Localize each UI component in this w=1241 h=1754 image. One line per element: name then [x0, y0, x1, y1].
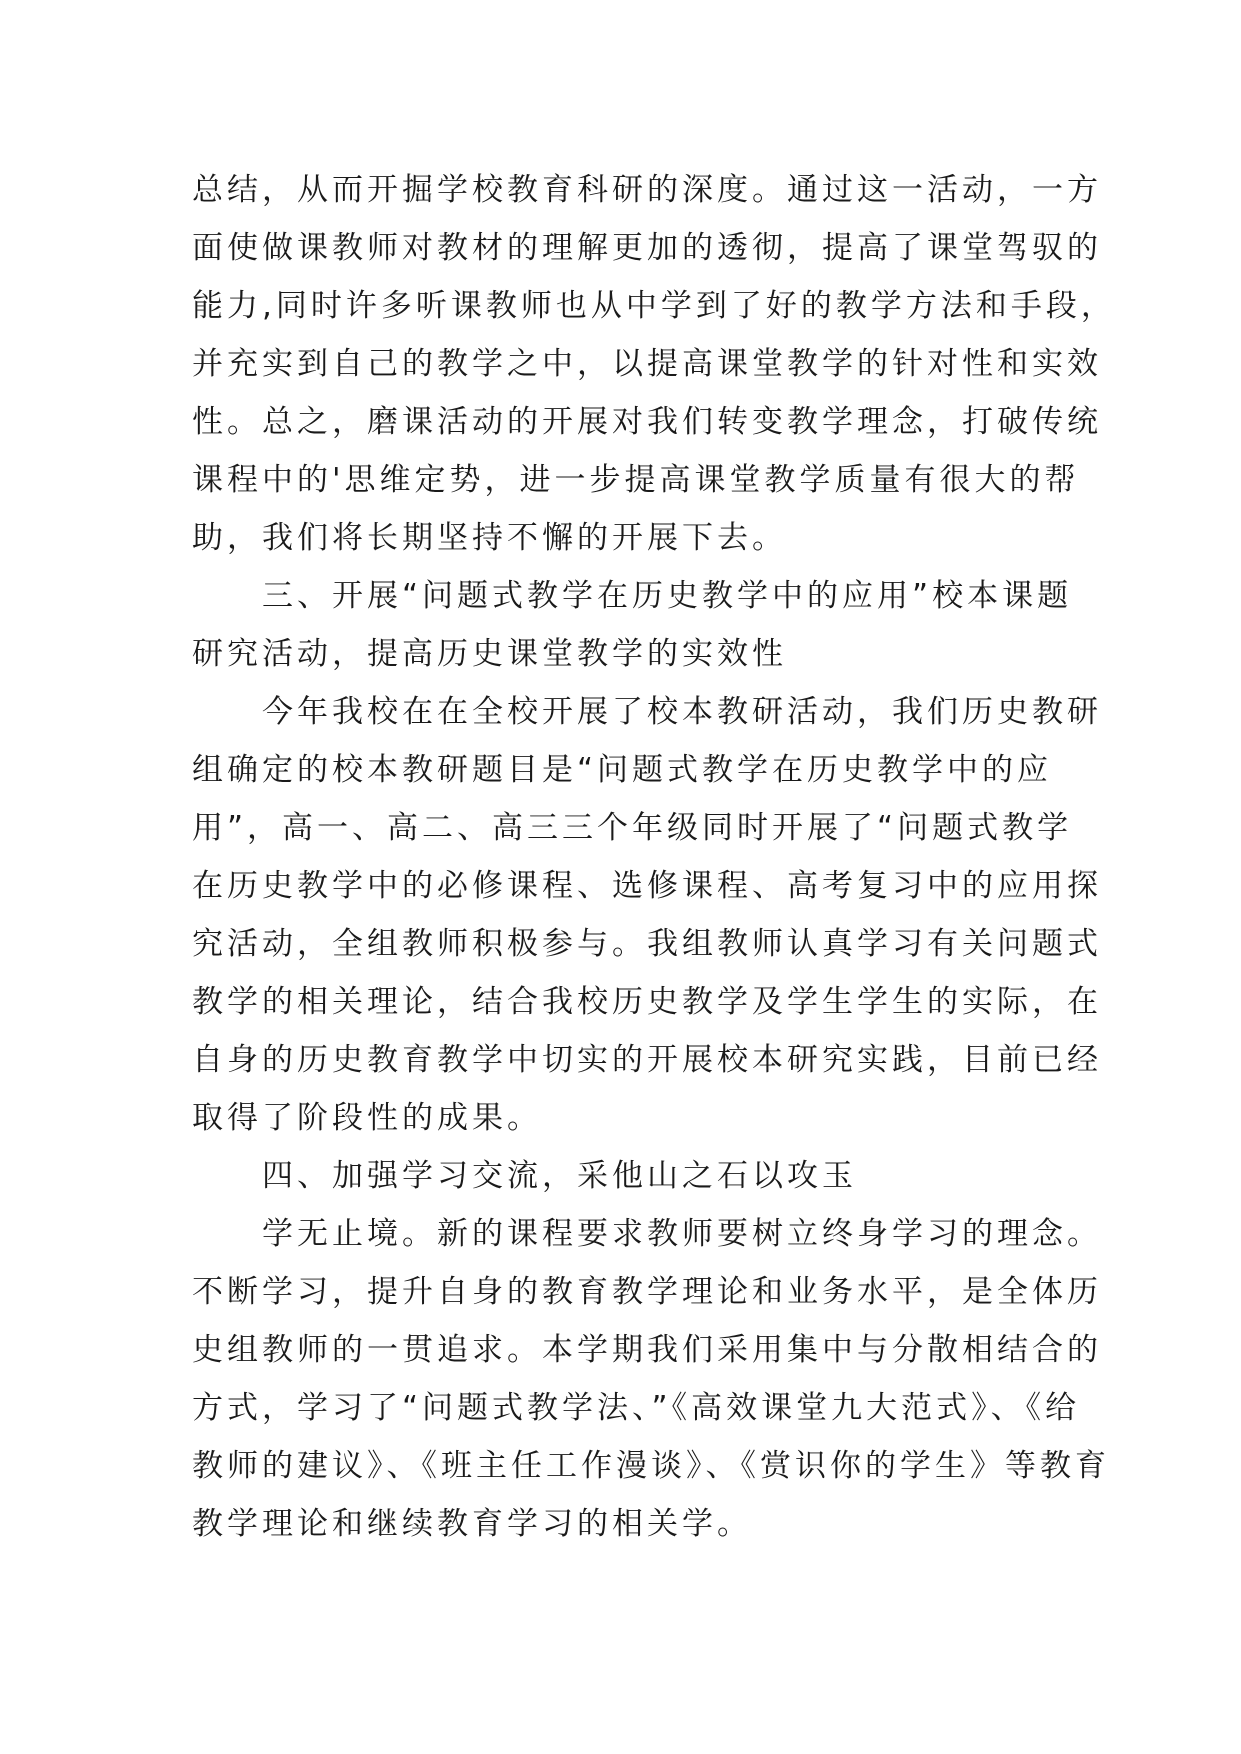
text-line: 究活动，全组教师积极参与。我组教师认真学习有关问题式	[192, 926, 1102, 962]
text-line: 方式，学习了“问题式教学法、”《高效课堂九大范式》、《给	[192, 1390, 1081, 1426]
text-line: 助，我们将长期坚持不懈的开展下去。	[192, 520, 787, 556]
text-line: 教学理论和继续教育学习的相关学。	[192, 1506, 752, 1542]
section-heading-4: 四、加强学习交流，采他山之石以攻玉	[192, 1158, 857, 1194]
text-line: 自身的历史教育教学中切实的开展校本研究实践，目前已经	[192, 1042, 1102, 1078]
text-line: 在历史教学中的必修课程、选修课程、高考复习中的应用探	[192, 868, 1102, 904]
text-line: 学无止境。新的课程要求教师要树立终身学习的理念。	[192, 1216, 1102, 1252]
section-heading-3: 三、开展“问题式教学在历史教学中的应用”校本课题	[192, 578, 1073, 614]
text-line: 不断学习，提升自身的教育教学理论和业务水平，是全体历	[192, 1274, 1102, 1310]
text-line: 性。总之，磨课活动的开展对我们转变教学理念，打破传统	[192, 404, 1102, 440]
text-line: 总结，从而开掘学校教育科研的深度。通过这一活动，一方	[192, 172, 1102, 208]
section-heading-3-cont: 研究活动，提高历史课堂教学的实效性	[192, 636, 787, 672]
text-line: 用”，高一、高二、高三三个年级同时开展了“问题式教学	[192, 810, 1073, 846]
text-line: 面使做课教师对教材的理解更加的透彻，提高了课堂驾驭的	[192, 230, 1102, 266]
text-line: 课程中的'思维定势，进一步提高课堂教学质量有很大的帮	[192, 462, 1080, 498]
text-line: 史组教师的一贯追求。本学期我们采用集中与分散相结合的	[192, 1332, 1102, 1368]
text-line: 取得了阶段性的成果。	[192, 1100, 542, 1136]
text-line: 并充实到自己的教学之中，以提高课堂教学的针对性和实效	[192, 346, 1102, 382]
text-line: 教学的相关理论，结合我校历史教学及学生学生的实际，在	[192, 984, 1102, 1020]
text-line: 教师的建议》、《班主任工作漫谈》、《赏识你的学生》等教育	[192, 1448, 1110, 1484]
text-line: 组确定的校本教研题目是“问题式教学在历史教学中的应	[192, 752, 1053, 788]
body-text	[192, 161, 1116, 1553]
text-line: 能力,同时许多听课教师也从中学到了好的教学方法和手段，	[192, 288, 1116, 324]
text-line: 今年我校在在全校开展了校本教研活动，我们历史教研	[192, 694, 1102, 730]
